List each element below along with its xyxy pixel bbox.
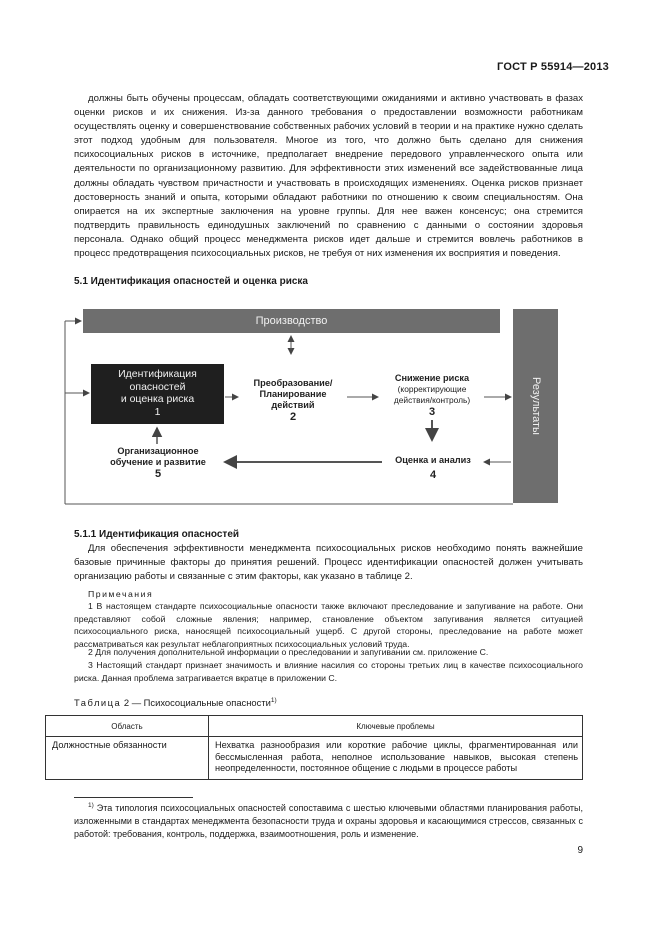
step3-number: 3: [428, 406, 436, 418]
document-standard-header: ГОСТ Р 55914—2013: [497, 61, 609, 73]
table-caption-footnote-mark: 1): [270, 696, 277, 704]
note-2: 2 Для получения дополнительной информации о преследовании и запугивании см. приложение С.: [88, 647, 489, 657]
page-number: 9: [577, 845, 583, 856]
step5-number: 5: [154, 468, 162, 480]
step4-number: 4: [429, 469, 437, 481]
table-caption-text: 2 — Психосоциальные опасности: [123, 697, 271, 708]
note-1: 1 В настоящем стандарте психосоциальные опасности также включают преследование и запугивание на работе. Они представляют собой сложные явления; например, становление объектом запугивания является ситуацией психосоциального риска, наносящей психосоциальный ущерб. С другой стороны, преследование на работе может рассматриваться как результат неблагоприятных психосоциальных условий труда.: [74, 601, 583, 649]
step4-block: [382, 455, 484, 481]
results-label: Результаты: [529, 377, 542, 435]
step5-block: [96, 446, 220, 480]
results-bar: [513, 309, 558, 503]
step1-number: 1: [154, 405, 161, 418]
step2-line2: Планирование действий: [259, 389, 327, 410]
table-cell-area: Должностные обязанности: [46, 737, 209, 780]
table-caption-prefix: Таблица: [74, 697, 122, 708]
step2-block: [238, 378, 348, 423]
step4-line1: Оценка и анализ: [395, 455, 471, 465]
table-header-issues: Ключевые проблемы: [209, 716, 583, 737]
step3-line1: Снижение риска: [394, 373, 470, 383]
table-header-row: [46, 716, 583, 737]
step2-line1: Преобразование/: [253, 378, 333, 388]
footnote-text: Эта типология психосоциальных опасностей сопоставима с шестью ключевыми областями планирования работы, изложенными в стандартах менеджмента безопасности труда и охраны здоровья и касающимися стрессов, связанных с работой: требования, контроль, поддержка, взаимоотношения, роль и изменение.: [74, 803, 583, 839]
step5-line1: Организационное: [117, 446, 199, 456]
section-5-1-1-title: 5.1.1 Идентификация опасностей: [74, 529, 240, 540]
table-cell-issues: Нехватка разнообразия или короткие рабочие циклы, фрагментированная или бессмысленная работа, неполное использование навыков, высокая степень неопределенности, постоянное общение с людьми в процессе работы: [209, 737, 583, 780]
step5-line2: обучение и развитие: [110, 457, 206, 467]
production-label: Производство: [255, 315, 328, 327]
step1-line2: опасностей: [129, 380, 186, 393]
table-header-area: Область: [46, 716, 209, 737]
section-5-1-1-paragraph: Для обеспечения эффективности менеджмента психосоциальных рисков необходимо понять важнейшие базовые причинные факторы до принятия решений. Процесс идентификации опасностей должен учитывать организацию работы и связанные с этим факторы, как указано в таблице 2.: [74, 543, 583, 583]
notes-title: Примечания: [88, 589, 154, 599]
step3-block: [378, 373, 486, 418]
footnote: [74, 802, 583, 841]
footnote-separator: [74, 797, 193, 798]
footnote-mark: 1): [88, 802, 94, 809]
psychosocial-hazards-table: [45, 715, 583, 780]
table-caption: [74, 697, 277, 708]
section-5-1-title: 5.1 Идентификация опасностей и оценка риска: [74, 276, 308, 287]
step3-line3: действия/контроль): [393, 395, 471, 405]
step2-number: 2: [289, 411, 297, 423]
step1-box: [91, 364, 224, 424]
note-3: 3 Настоящий стандарт признает значимость и влияние насилия со стороны третьих лиц в качестве психосоциального риска. Данная проблема затрагивается вкратце в приложении С.: [74, 660, 583, 683]
step1-line1: Идентификация: [118, 368, 197, 380]
table-row: [46, 737, 583, 780]
intro-paragraph: должны быть обучены процессам, обладать соответствующими ожиданиями и активно участвовать в фазах оценки рисков и их снижения. Из-за данного требования о предоставлении возможности работникам осуществлять оценку и совершенствование собственных рабочих условий в теории и на практике нужно сделать этот подход удобным для пользователя. Многое из того, что должно быть сделано для снижения психосоциальных рисков в источнике, предполагает внедрение передового управленческого опыта или деятельности по организационному развитию. Для эффективности этих изменений все задействованные лица должны обладать чувством причастности и участвовать в происходящих изменениях. Оценка рисков признает достоверность знаний и опыта, которыми обладают работники по отношению к своим специальностям. Она опирается на их экспертные заключения на уровне группы. Для нее важен консенсус; она стремится подтвердить правильность единодушных заключений по сравнению с данными о состоянии здоровья персонала. Однако общий процесс менеджмента рисков идет дальше и стремится вовлечь работников в процесс предотвращения психосоциальных рисков, не требуя от них изменения их восприятия и поведения.: [74, 93, 583, 260]
production-bar: [83, 309, 500, 333]
step1-line3: и оценка риска: [120, 393, 195, 405]
step3-line2: (корректирующие: [397, 384, 467, 394]
